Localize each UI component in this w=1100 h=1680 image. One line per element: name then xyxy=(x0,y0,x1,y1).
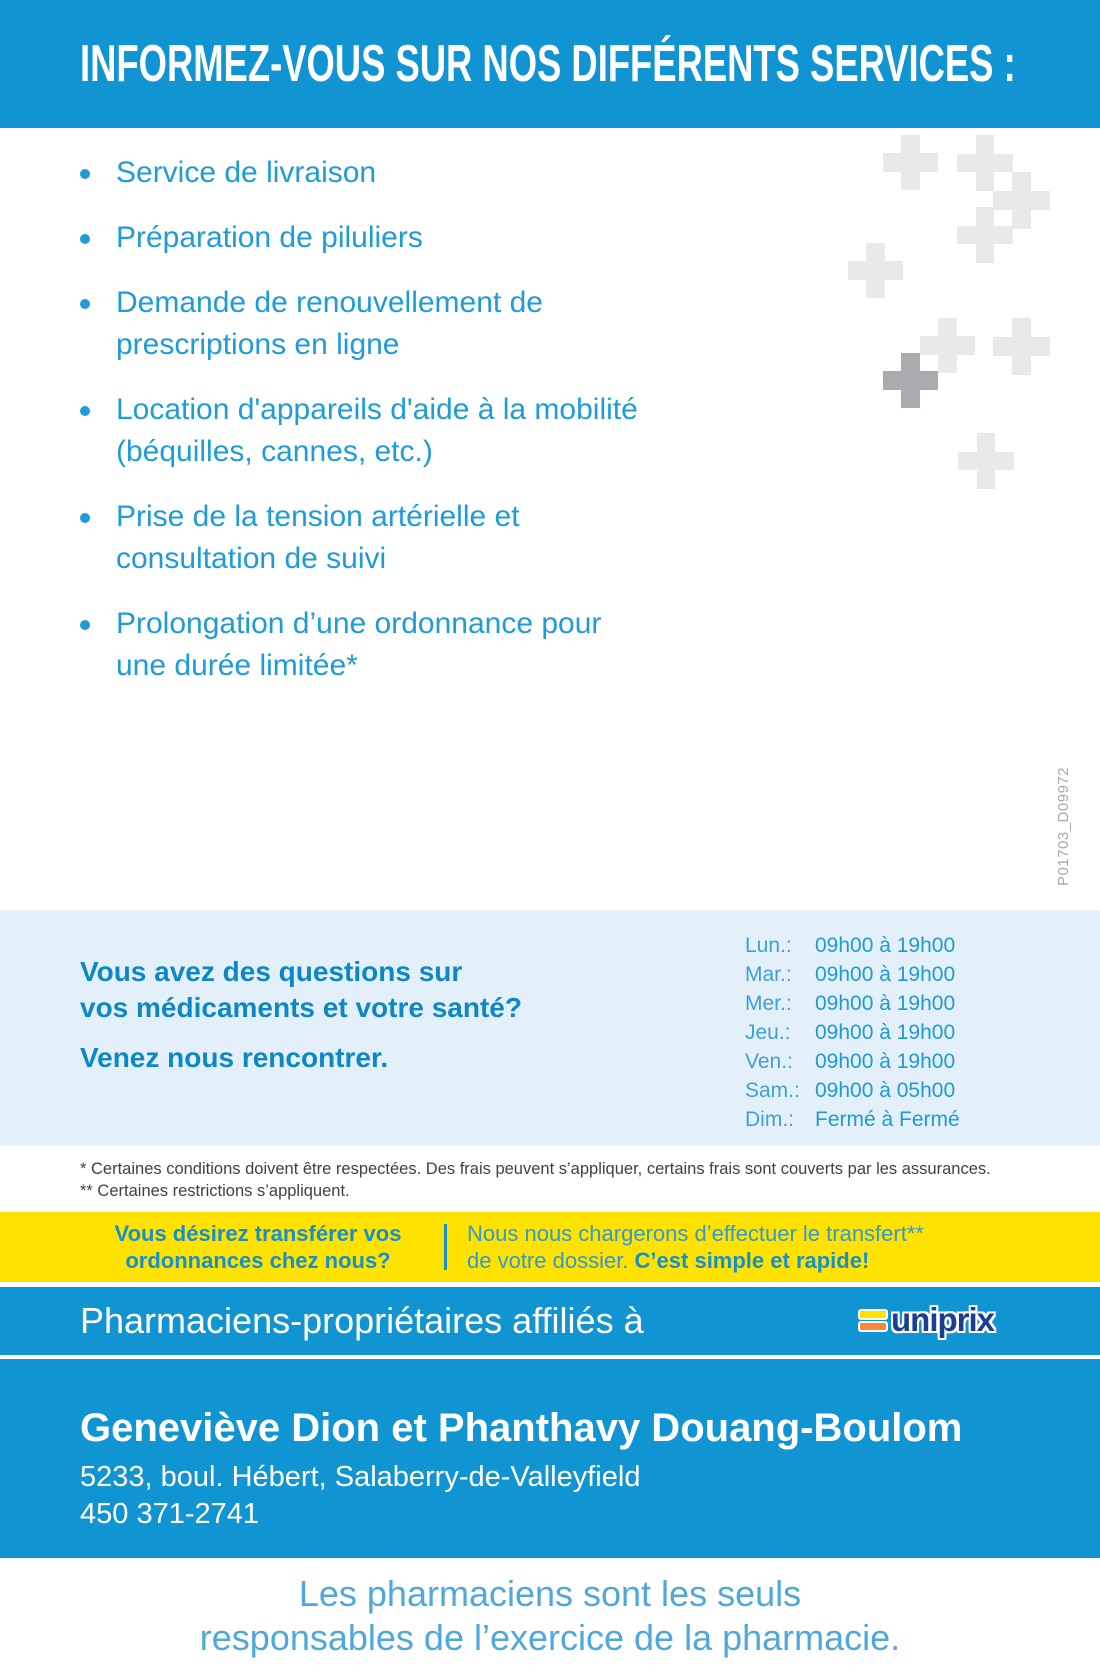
cta-text: Venez nous rencontrer. xyxy=(80,1042,389,1073)
pharmacist-names: Geneviève Dion et Phanthavy Douang-Boulom xyxy=(80,1406,963,1450)
list-item xyxy=(80,152,840,194)
divider xyxy=(444,1224,447,1270)
affiliation-band xyxy=(0,1287,1100,1355)
hours-row: Lun.: 09h00 à 19h00 xyxy=(745,934,956,957)
page-title: INFORMEZ-VOUS SUR NOS DIFFÉRENTS SERVICES : xyxy=(80,35,1016,93)
uniprix-wordmark: uniprix xyxy=(891,1301,995,1338)
list-item xyxy=(80,603,840,687)
plus-icon xyxy=(883,353,938,408)
top-banner xyxy=(0,0,1100,128)
transfer-answer: Nous nous chargerons d’effectuer le transfert** de votre dossier. C’est simple et rapide! xyxy=(467,1221,924,1273)
hours-row: Mer.: 09h00 à 19h00 xyxy=(745,992,956,1015)
services-list xyxy=(80,152,840,710)
hours-row: Jeu.: 09h00 à 19h00 xyxy=(745,1021,956,1044)
bullet-icon xyxy=(80,406,90,416)
plus-icon xyxy=(957,207,1013,263)
list-item xyxy=(80,389,840,473)
service-label: Demande de renouvellement de prescriptions en ligne xyxy=(116,286,543,361)
questions-text: Vous avez des questions sur vos médicaments et votre santé? xyxy=(80,956,522,1023)
service-label: Service de livraison xyxy=(116,156,377,189)
hours-row: Sam.: 09h00 à 05h00 xyxy=(745,1079,956,1102)
transfer-band xyxy=(0,1212,1100,1282)
owner-band xyxy=(0,1359,1100,1558)
affiliation-label: Pharmaciens-propriétaires affiliés à xyxy=(80,1300,644,1341)
list-item xyxy=(80,217,840,259)
service-label: Préparation de piluliers xyxy=(116,221,423,254)
uniprix-logo xyxy=(858,1301,994,1339)
pharmacy-address: 5233, boul. Hébert, Salaberry-de-Valleyfield xyxy=(80,1461,641,1493)
pharmacy-phone: 450 371-2741 xyxy=(80,1498,259,1530)
info-box xyxy=(0,910,1100,1146)
list-item xyxy=(80,282,840,366)
service-label: Prolongation d’une ordonnance pour une durée limitée* xyxy=(116,607,602,682)
list-item xyxy=(80,496,840,580)
plus-icon xyxy=(848,243,903,298)
bullet-icon xyxy=(80,513,90,523)
footnote-line: * Certaines conditions doivent être respectées. Des frais peuvent s’appliquer, certains frais sont couverts par les assurances. xyxy=(80,1160,991,1178)
plus-icon xyxy=(883,135,938,190)
hours-row: Mar.: 09h00 à 19h00 xyxy=(745,963,956,986)
hours-row: Ven.: 09h00 à 19h00 xyxy=(745,1050,956,1073)
bullet-icon xyxy=(80,620,90,630)
plus-icon xyxy=(993,318,1050,375)
bullet-icon xyxy=(80,299,90,309)
service-label: Location d'appareils d'aide à la mobilité (béquilles, cannes, etc.) xyxy=(116,393,638,468)
bullet-icon xyxy=(80,169,90,179)
plus-icon xyxy=(958,433,1014,489)
transfer-question: Vous désirez transférer vos ordonnances chez nous? xyxy=(114,1221,402,1273)
service-label: Prise de la tension artérielle et consultation de suivi xyxy=(116,500,520,575)
hours-row: Dim.: Fermé à Fermé xyxy=(745,1108,960,1131)
uniprix-bars-icon xyxy=(858,1309,888,1332)
footnotes xyxy=(80,1158,991,1202)
bullet-icon xyxy=(80,234,90,244)
footnote-line: ** Certaines restrictions s’appliquent. xyxy=(80,1182,350,1200)
disclaimer: Les pharmaciens sont les seuls responsables de l’exercice de la pharmacie. xyxy=(199,1573,901,1658)
document-code: P01703_D09972 xyxy=(1055,766,1072,886)
opening-hours xyxy=(745,934,960,1137)
